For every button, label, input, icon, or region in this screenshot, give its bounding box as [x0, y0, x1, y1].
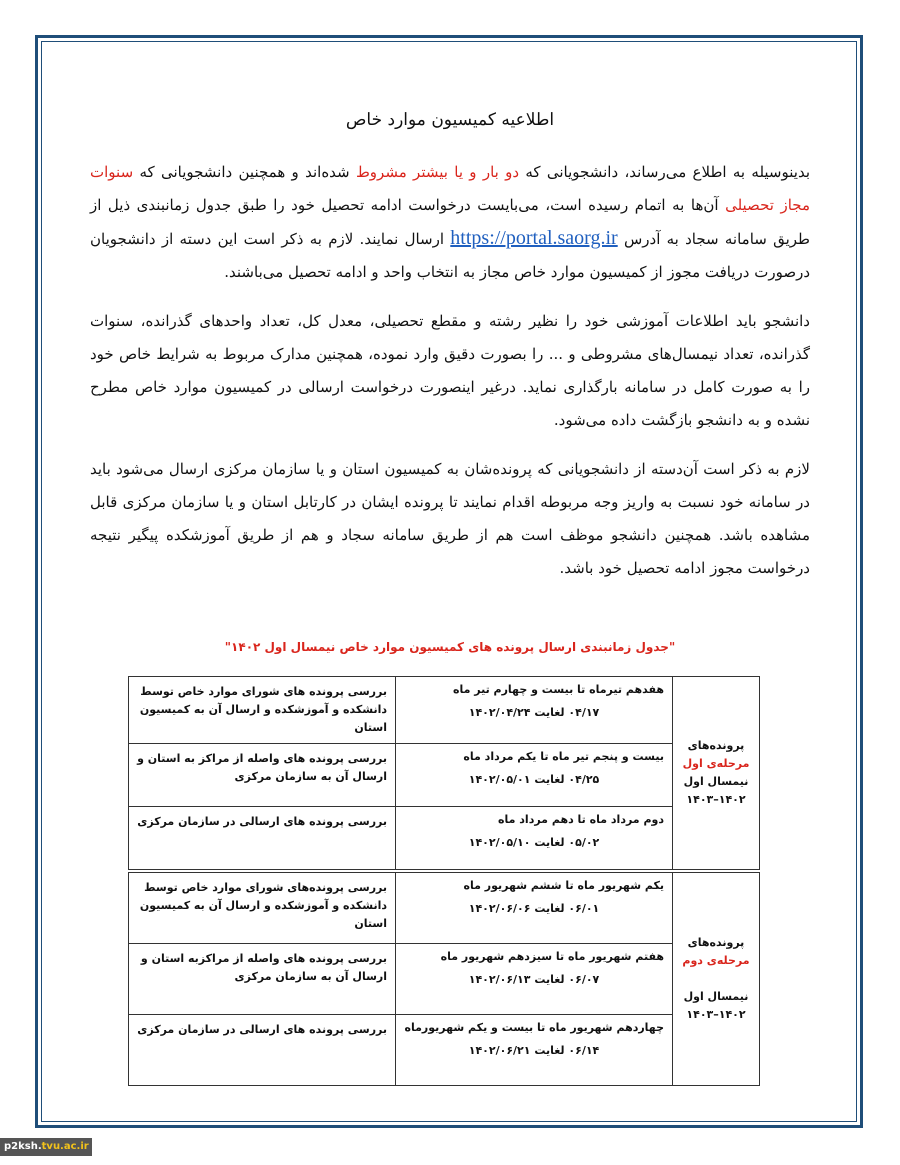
- p1-highlight-years: سنوات مجاز تحصیلی: [90, 163, 810, 214]
- desc-cell: بررسی پرونده های واصله از مراکزبه استان و ارسال آن به سازمان مرکزی: [129, 944, 396, 1015]
- paragraph-3: لازم به ذکر است آن‌دسته از دانشجویانی که پرونده‌شان به کمیسیون استان و یا سازمان مرکزی ارسال می‌شود باید در سامانه خود نسبت به واریز وجه مربوطه اقدام نمایند تا پرونده ایشان در کارتابل استان و یا سازمان مرکزی قابل مشاهده باشد. همچنین دانشجو موظف است هم از طریق سامانه سجاد و هم از طریق آموزشکده پیگیر نتیجه درخواست مجوز ادامه تحصیل خود باشد.: [90, 460, 810, 577]
- stage-label-line: ۱۴۰۲–۱۴۰۳: [686, 1008, 746, 1021]
- date-cell: [396, 744, 673, 807]
- date-text: چهاردهم شهریور ماه تا بیست و یکم شهریورماه: [404, 1021, 664, 1034]
- date-range: ۰۴/۱۷ لغایت ۱۴۰۲/۰۴/۲۴: [468, 706, 600, 719]
- table-row: [129, 807, 760, 870]
- desc-cell: بررسی پرونده های ارسالی در سازمان مرکزی: [129, 807, 396, 870]
- stage-label-red: مرحله‌ی دوم: [682, 954, 750, 967]
- site-watermark: [0, 1138, 92, 1156]
- watermark-part: p2ksh.: [4, 1141, 42, 1152]
- date-cell: [396, 1015, 673, 1086]
- schedule-table-stage-1: [128, 676, 760, 870]
- table-row: [129, 744, 760, 807]
- table-row: [129, 1015, 760, 1086]
- date-text: دوم مرداد ماه تا دهم مرداد ماه: [498, 813, 664, 826]
- desc-cell: بررسی پرونده‌های شورای موارد خاص توسط دانشکده و آموزشکده و ارسال آن به کمیسیون استان: [129, 873, 396, 944]
- p1-text-f: ارسال نمایند. لازم به ذکر است این دسته از دانشجویان درصورت دریافت مجوز از کمیسیون موارد خاص مجاز به انتخاب واحد و ادامه تحصیل می‌باشند.: [90, 230, 810, 281]
- date-range: ۰۵/۰۲ لغایت ۱۴۰۲/۰۵/۱۰: [468, 836, 600, 849]
- date-range: ۰۴/۲۵ لغایت ۱۴۰۲/۰۵/۰۱: [468, 773, 600, 786]
- date-text: بیست و پنجم تیر ماه تا یکم مرداد ماه: [463, 750, 664, 763]
- portal-link[interactable]: https://portal.saorg.ir: [450, 227, 618, 249]
- desc-cell: بررسی پرونده های ارسالی در سازمان مرکزی: [129, 1015, 396, 1086]
- date-range: ۰۶/۱۴ لغایت ۱۴۰۲/۰۶/۲۱: [468, 1044, 600, 1057]
- table-row: [129, 944, 760, 1015]
- schedule-table-title: "جدول زمانبندی ارسال پرونده های کمیسیون موارد خاص نیمسال اول ۱۴۰۲": [224, 640, 676, 654]
- table-row: [129, 873, 760, 944]
- schedule-table-stage-2: [128, 872, 760, 1086]
- watermark-domain: tvu.ac.ir: [41, 1141, 89, 1152]
- p1-text-c: شده‌اند و همچنین دانشجویانی که: [133, 163, 356, 181]
- p1-text-a: بدینوسیله به اطلاع می‌رساند، دانشجویانی که: [519, 163, 811, 181]
- p1-text-e: آن‌ها به اتمام رسیده است، می‌بایست درخواست ادامه تحصیل خود را طبق جدول زمانبندی ذیل از طریق سامانه سجاد به آدرس: [90, 196, 810, 248]
- desc-cell: بررسی پرونده های واصله از مراکز به استان و ارسال آن به سازمان مرکزی: [129, 744, 396, 807]
- paragraph-2: دانشجو باید اطلاعات آموزشی خود را نظیر رشته و مقطع تحصیلی، معدل کل، تعداد واحدهای گذرانده، سنوات گذرانده، تعداد نیمسال‌های مشروطی و ... را بصورت دقیق وارد نموده، همچنین مدارک مربوط به شرایط خاص خود را به صورت کامل در سامانه بارگذاری نماید. درغیر اینصورت درخواست ارسالی در کمیسیون موارد خاص مطرح نشده و به دانشجو بازگشت داده می‌شود.: [90, 312, 810, 429]
- date-cell: [396, 807, 673, 870]
- date-cell: [396, 677, 673, 744]
- table-row: [129, 677, 760, 744]
- stage-1-label: [673, 677, 760, 870]
- date-range: ۰۶/۰۱ لغایت ۱۴۰۲/۰۶/۰۶: [468, 902, 600, 915]
- stage-label-red: مرحله‌ی اول: [682, 757, 750, 770]
- stage-label-line: نیمسال اول: [683, 775, 749, 788]
- date-range: ۰۶/۰۷ لغایت ۱۴۰۲/۰۶/۱۳: [468, 973, 600, 986]
- paragraph-1: [90, 156, 810, 289]
- date-text: یکم شهریور ماه تا ششم شهریور ماه: [463, 879, 664, 892]
- stage-label-line: پرونده‌های: [687, 739, 745, 752]
- announcement-body: [90, 100, 810, 601]
- announcement-title: اطلاعیه کمیسیون موارد خاص: [345, 110, 555, 130]
- stage-label-line: پرونده‌های: [687, 936, 745, 949]
- date-cell: [396, 873, 673, 944]
- desc-cell: بررسی پرونده های شورای موارد خاص توسط دانشکده و آموزشکده و ارسال آن به کمیسیون استان: [129, 677, 396, 744]
- date-text: هفدهم تیرماه تا بیست و چهارم تیر ماه: [452, 683, 664, 696]
- date-cell: [396, 944, 673, 1015]
- p1-highlight-probation: دو بار و یا بیشتر مشروط: [355, 163, 520, 181]
- stage-2-label: [673, 873, 760, 1086]
- stage-label-line: ۱۴۰۲–۱۴۰۳: [686, 793, 746, 806]
- date-text: هفتم شهریور ماه تا سیزدهم شهریور ماه: [440, 950, 664, 963]
- stage-label-line: نیمسال اول: [683, 990, 749, 1003]
